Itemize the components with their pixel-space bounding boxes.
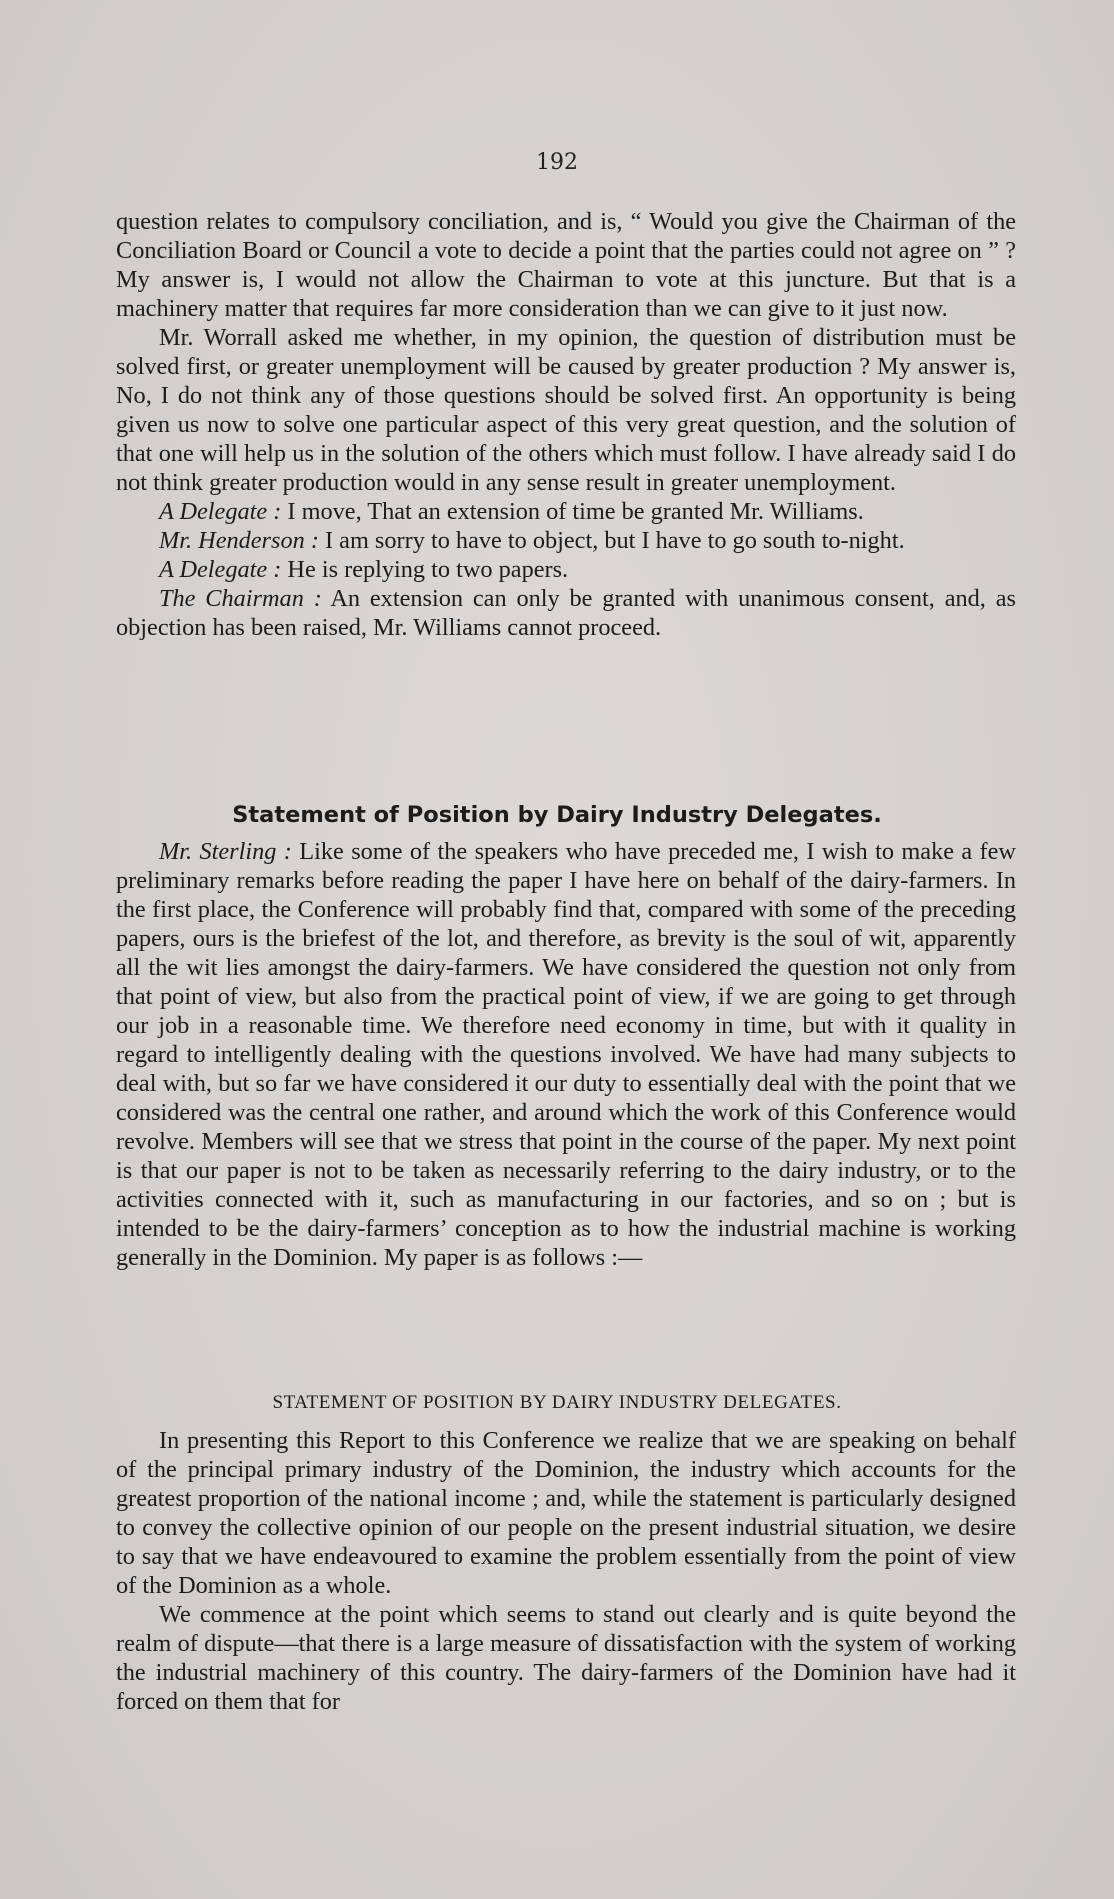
speech-text: An extension can only be granted with unanimous consent, and, as objection has been raised, Mr. Williams cannot proceed. bbox=[116, 585, 1016, 641]
paragraph-compulsory-conciliation: question relates to compulsory conciliation, and is, “ Would you give the Chairman of the Conciliation Board or Council a vote to decide a point that the parties could not agree on ” ? My answer is, I would not allow the Chairman to vote at this juncture. But that is a machinery matter that requires far more consideration than we can give to it just now. bbox=[116, 208, 1016, 322]
speech-text: Like some of the speakers who have preceded me, I wish to make a few preliminary remarks before reading the paper I have here on behalf of the dairy-farmers. In the first place, the Conference will probably find that, compared with some of the preceding papers, ours is the briefest of the lot, and therefore, as brevity is the soul of wit, apparently all the wit lies amongst the dairy-farmers. We have considered the question not only from that point of view, but also from the practical point of view, if we are going to get through our job in a reasonable time. We therefore need economy in time, but with it quality in regard to intelligently dealing with the questions involved. We have had many subjects to deal with, but so far we have considered it our duty to essentially deal with the point that we considered was the central one rather, and around which the work of this Conference would revolve. Members will see that we stress that point in the course of the paper. My next point is that our paper is not to be taken as necessarily referring to the dairy industry, or to the activities connected with it, such as manufacturing in our factories, and so on ; but is intended to be the dairy-farmers’ conception as to how the industrial machine is working generally in the Dominion. My paper is as follows :— bbox=[116, 838, 1016, 1271]
paragraph-henderson-objection bbox=[116, 526, 1016, 555]
paragraph-worrall-reply: Mr. Worrall asked me whether, in my opinion, the question of distribution must be solved first, or greater unemployment will be caused by greater production ? My answer is, No, I do not think any of those questions should be solved first. An opportunity is being given us now to solve one particular aspect of this very great question, and the solution of that one will help us in the solution of the others which must follow. I have already said I do not think greater production would in any sense result in greater unemployment. bbox=[116, 324, 1016, 496]
speaker-label: The Chairman : bbox=[159, 585, 322, 612]
speaker-label: A Delegate : bbox=[159, 498, 282, 525]
paragraph-sterling-remarks bbox=[116, 837, 1016, 1272]
speaker-label: Mr. Henderson : bbox=[159, 527, 319, 554]
discussion-block bbox=[116, 207, 1016, 642]
speech-text: He is replying to two papers. bbox=[281, 556, 569, 583]
section-heading: Statement of Position by Dairy Industry Delegates. bbox=[232, 802, 882, 828]
paragraph-delegate-motion bbox=[116, 497, 1016, 526]
paragraph-delegate-reply bbox=[116, 555, 1016, 584]
page-number: 192 bbox=[536, 150, 578, 175]
speech-text: I move, That an extension of time be granted Mr. Williams. bbox=[281, 498, 864, 525]
speaker-label: A Delegate : bbox=[159, 556, 282, 583]
speaker-label: Mr. Sterling : bbox=[159, 838, 292, 865]
paragraph-commence-point: We commence at the point which seems to stand out clearly and is quite beyond the realm of dispute—that there is a large measure of dissatisfaction with the system of working the industrial machinery of this country. The dairy-farmers of the Dominion have had it forced on them that for bbox=[116, 1601, 1016, 1715]
paragraph-presenting-report: In presenting this Report to this Conference we realize that we are speaking on behalf of the principal primary industry of the Dominion, the industry which accounts for the greatest proportion of the national income ; and, while the statement is particularly designed to convey the collective opinion of our people on the present industrial situation, we desire to say that we have endeavoured to examine the problem essentially from the point of view of the Dominion as a whole. bbox=[116, 1427, 1016, 1599]
statement-body-block bbox=[116, 1426, 1016, 1716]
paragraph-chairman-ruling bbox=[116, 584, 1016, 642]
speech-text: I am sorry to have to object, but I have to go south to-night. bbox=[318, 527, 905, 554]
statement-title: STATEMENT OF POSITION BY DAIRY INDUSTRY DELEGATES. bbox=[272, 1392, 842, 1413]
sterling-remarks-block bbox=[116, 837, 1016, 1272]
